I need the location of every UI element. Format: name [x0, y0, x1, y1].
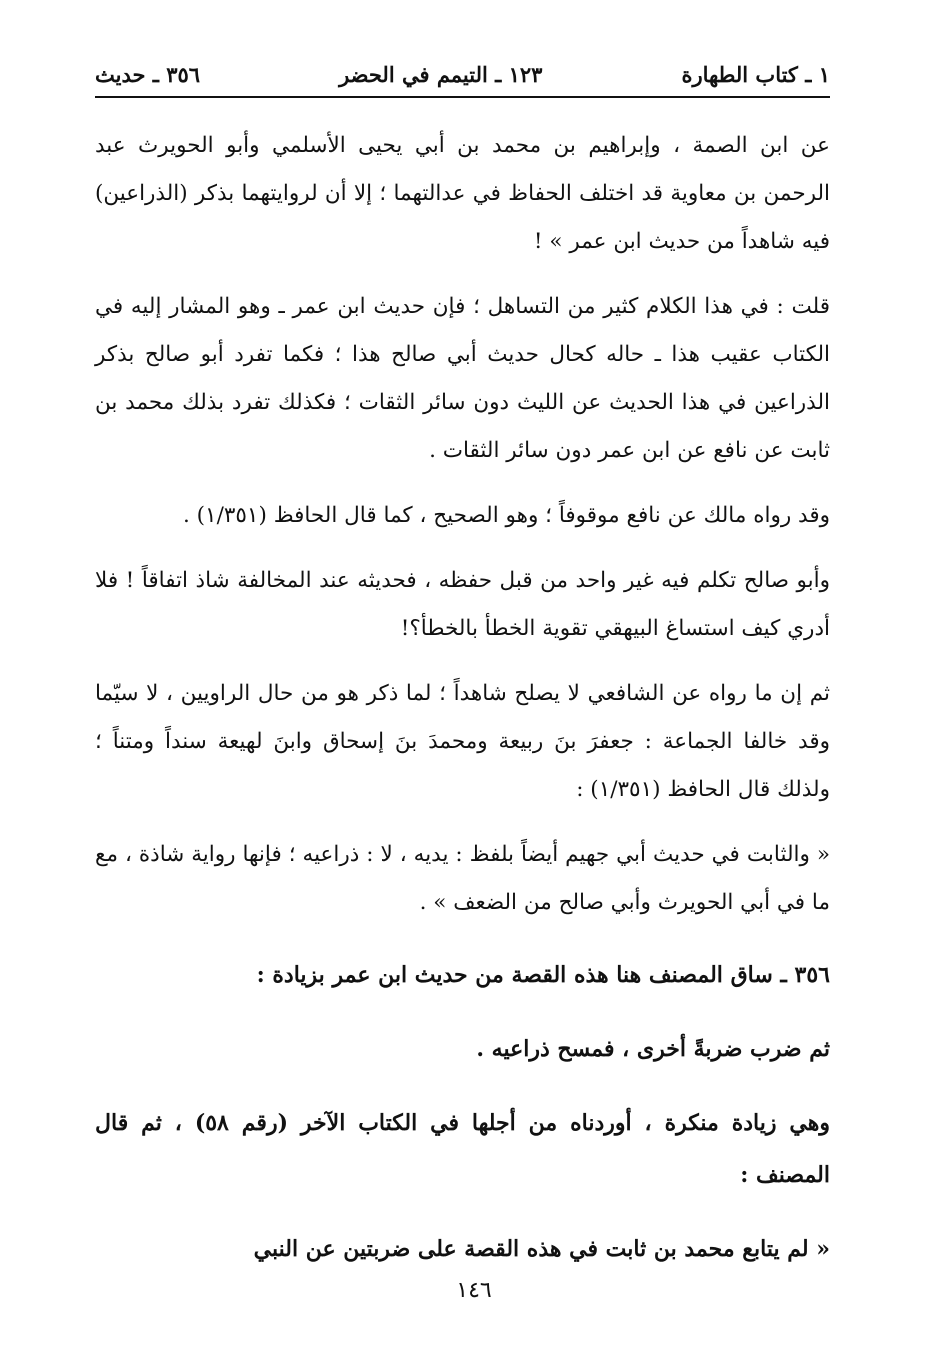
- hadith-heading: ٣٥٦ ـ ساق المصنف هنا هذه القصة من حديث ابن عمر بزيادة :: [256, 962, 830, 988]
- header-hadith: ٣٥٦ ـ حديث: [95, 62, 201, 87]
- commentary-paragraph: وهي زيادة منكرة ، أوردناه من أجلها في الكتاب الآخر (رقم ٥٨) ، ثم قال المصنف :: [95, 1110, 830, 1188]
- paragraph: عن ابن الصمة ، وإبراهيم بن محمد بن أبي يحيى الأسلمي وأبو الحويرث عبد الرحمن بن معاوية قد اختلف الحفاظ في عدالتهما ؛ إلا أن لروايتهما بذكر (الذراعين) فيه شاهداً من حديث ابن عمر » !: [95, 133, 830, 254]
- paragraph: قلت : في هذا الكلام كثير من التساهل ؛ فإن حديث ابن عمر ـ وهو المشار إليه في الكتاب عقيب هذا ـ حاله كحال حديث أبي صالح هذا ؛ فكما تفرد أبو صالح بذكر الذراعين في هذا الحديث عن الليث دون سائر الثقات ؛ فكذلك تفرد بذلك محمد بن ثابت عن نافع عن ابن عمر دون سائر الثقات .: [95, 294, 830, 463]
- hadith-text: ثم ضرب ضربةً أخرى ، فمسح ذراعيه .: [476, 1036, 830, 1062]
- header-chapter: ١ ـ كتاب الطهارة: [681, 62, 830, 87]
- paragraph: وقد رواه مالك عن نافع موقوفاً ؛ وهو الصحيح ، كما قال الحافظ (١/٣٥١) .: [182, 503, 830, 528]
- header-section: ١٢٣ ـ التيمم في الحضر: [339, 62, 543, 87]
- paragraph: ثم إن ما رواه عن الشافعي لا يصلح شاهداً ؛ لما ذكر هو من حال الراويين ، لا سيّما وقد خالفا الجماعة : جعفرَ بنَ ربيعة ومحمدَ بنَ إسحاق وابنَ لهيعة سنداً ومتناً ؛ ولذلك قال الحافظ (١/٣٥١) :: [95, 681, 830, 802]
- page-body: [95, 122, 830, 1275]
- page-number: ١٤٦: [456, 1278, 492, 1303]
- quote-paragraph: « والثابت في حديث أبي جهيم أيضاً بلفظ : يديه ، لا : ذراعيه ؛ فإنها رواية شاذة ، مع ما في أبي الحويرث وأبي صالح من الضعف » .: [95, 842, 830, 915]
- author-quote: « لم يتابع محمد بن ثابت في هذه القصة على ضربتين عن النبي: [253, 1236, 830, 1262]
- paragraph: وأبو صالح تكلم فيه غير واحد من قبل حفظه ، فحديثه عند المخالفة شاذ اتفاقاً ! فلا أدري كيف استساغ البيهقي تقوية الخطأ بالخطأ؟!: [95, 568, 830, 641]
- running-header: [95, 60, 830, 98]
